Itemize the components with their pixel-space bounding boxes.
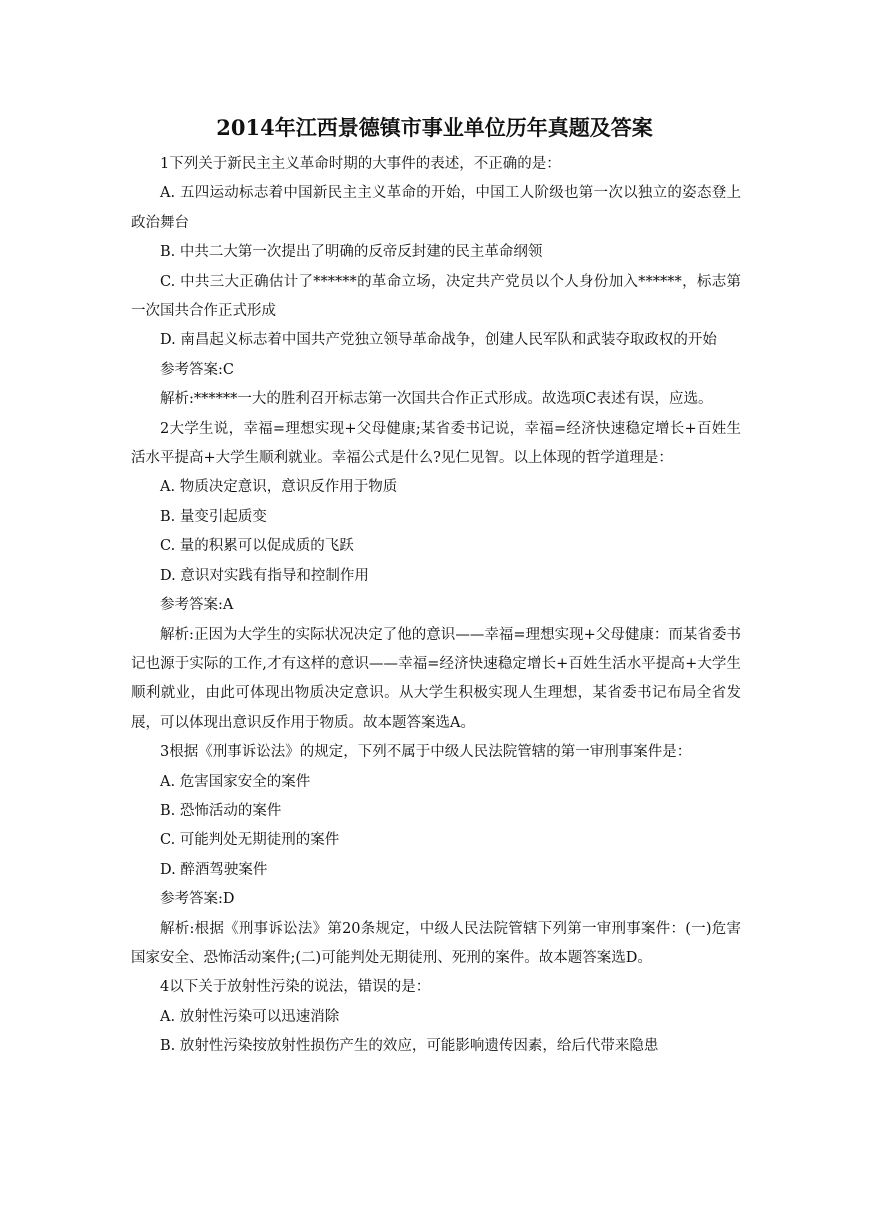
question-1-option-c: C. 中共三大正确估计了******的革命立场，决定共产党员以个人身份加入******，标志第一次国共合作正式形成 [131,273,741,320]
document-title: 2014年江西景德镇市事业单位历年真题及答案 [216,115,653,140]
question-2-answer: 参考答案:A [160,597,234,614]
question-2-option-d: D. 意识对实践有指导和控制作用 [160,567,369,584]
question-1-option-a: A. 五四运动标志着中国新民主主义革命的开始，中国工人阶级也第一次以独立的姿态登上政治舞台 [131,185,741,231]
question-1-answer: 参考答案:C [160,361,234,378]
question-3-option-d: D. 醉酒驾驶案件 [160,861,268,878]
question-2-analysis: 解析:正因为大学生的实际状况决定了他的意识——幸福=理想实现+父母健康：而某省委书记也源于实际的工作,才有这样的意识——幸福=经济快速稳定增长+百姓生活水平提高+大学生顺利就业，由此可体现出物质决定意识。从大学生积极实现人生理想，某省委书记布局全省发展，可以体现出意识反作用于物质。故本题答案选A。 [131,626,741,731]
question-3-option-b: B. 恐怖活动的案件 [160,802,282,819]
question-3-answer: 参考答案:D [160,891,235,908]
question-2-option-b: B. 量变引起质变 [160,508,267,525]
question-3-stem: 3根据《刑事诉讼法》的规定，下列不属于中级人民法院管辖的第一审刑事案件是： [160,744,692,761]
question-3-option-a: A. 危害国家安全的案件 [160,773,311,790]
question-4-option-a: A. 放射性污染可以迅速消除 [160,1008,340,1025]
question-2-option-a: A. 物质决定意识，意识反作用于物质 [160,479,398,496]
question-4-option-b: B. 放射性污染按放射性损伤产生的效应，可能影响遗传因素，给后代带来隐患 [160,1038,659,1055]
question-3-option-c: C. 可能判处无期徒刑的案件 [160,832,340,849]
question-1-option-b: B. 中共二大第一次提出了明确的反帝反封建的民主革命纲领 [160,244,543,261]
question-1-option-d: D. 南昌起义标志着中国共产党独立领导革命战争，创建人民军队和武装夺取政权的开始 [160,332,717,349]
question-1-stem: 1下列关于新民主主义革命时期的大事件的表述，不正确的是： [160,156,561,172]
question-4-stem: 4以下关于放射性污染的说法，错误的是： [160,979,431,996]
question-2-option-c: C. 量的积累可以促成质的飞跃 [160,538,354,555]
question-3-analysis: 解析:根据《刑事诉讼法》第20条规定，中级人民法院管辖下列第一审刑事案件：(一)危害国家安全、恐怖活动案件;(二)可能判处无期徒刑、死刑的案件。故本题答案选D。 [131,920,741,966]
document-body [131,150,741,1062]
question-1-analysis: 解析:******一大的胜利召开标志第一次国共合作正式形成。故选项C表述有误，应选。 [160,391,713,408]
question-2-stem: 2大学生说，幸福=理想实现+父母健康;某省委书记说，幸福=经济快速稳定增长+百姓生活水平提高+大学生顺利就业。幸福公式是什么?见仁见智。以上体现的哲学道理是： [131,420,741,467]
